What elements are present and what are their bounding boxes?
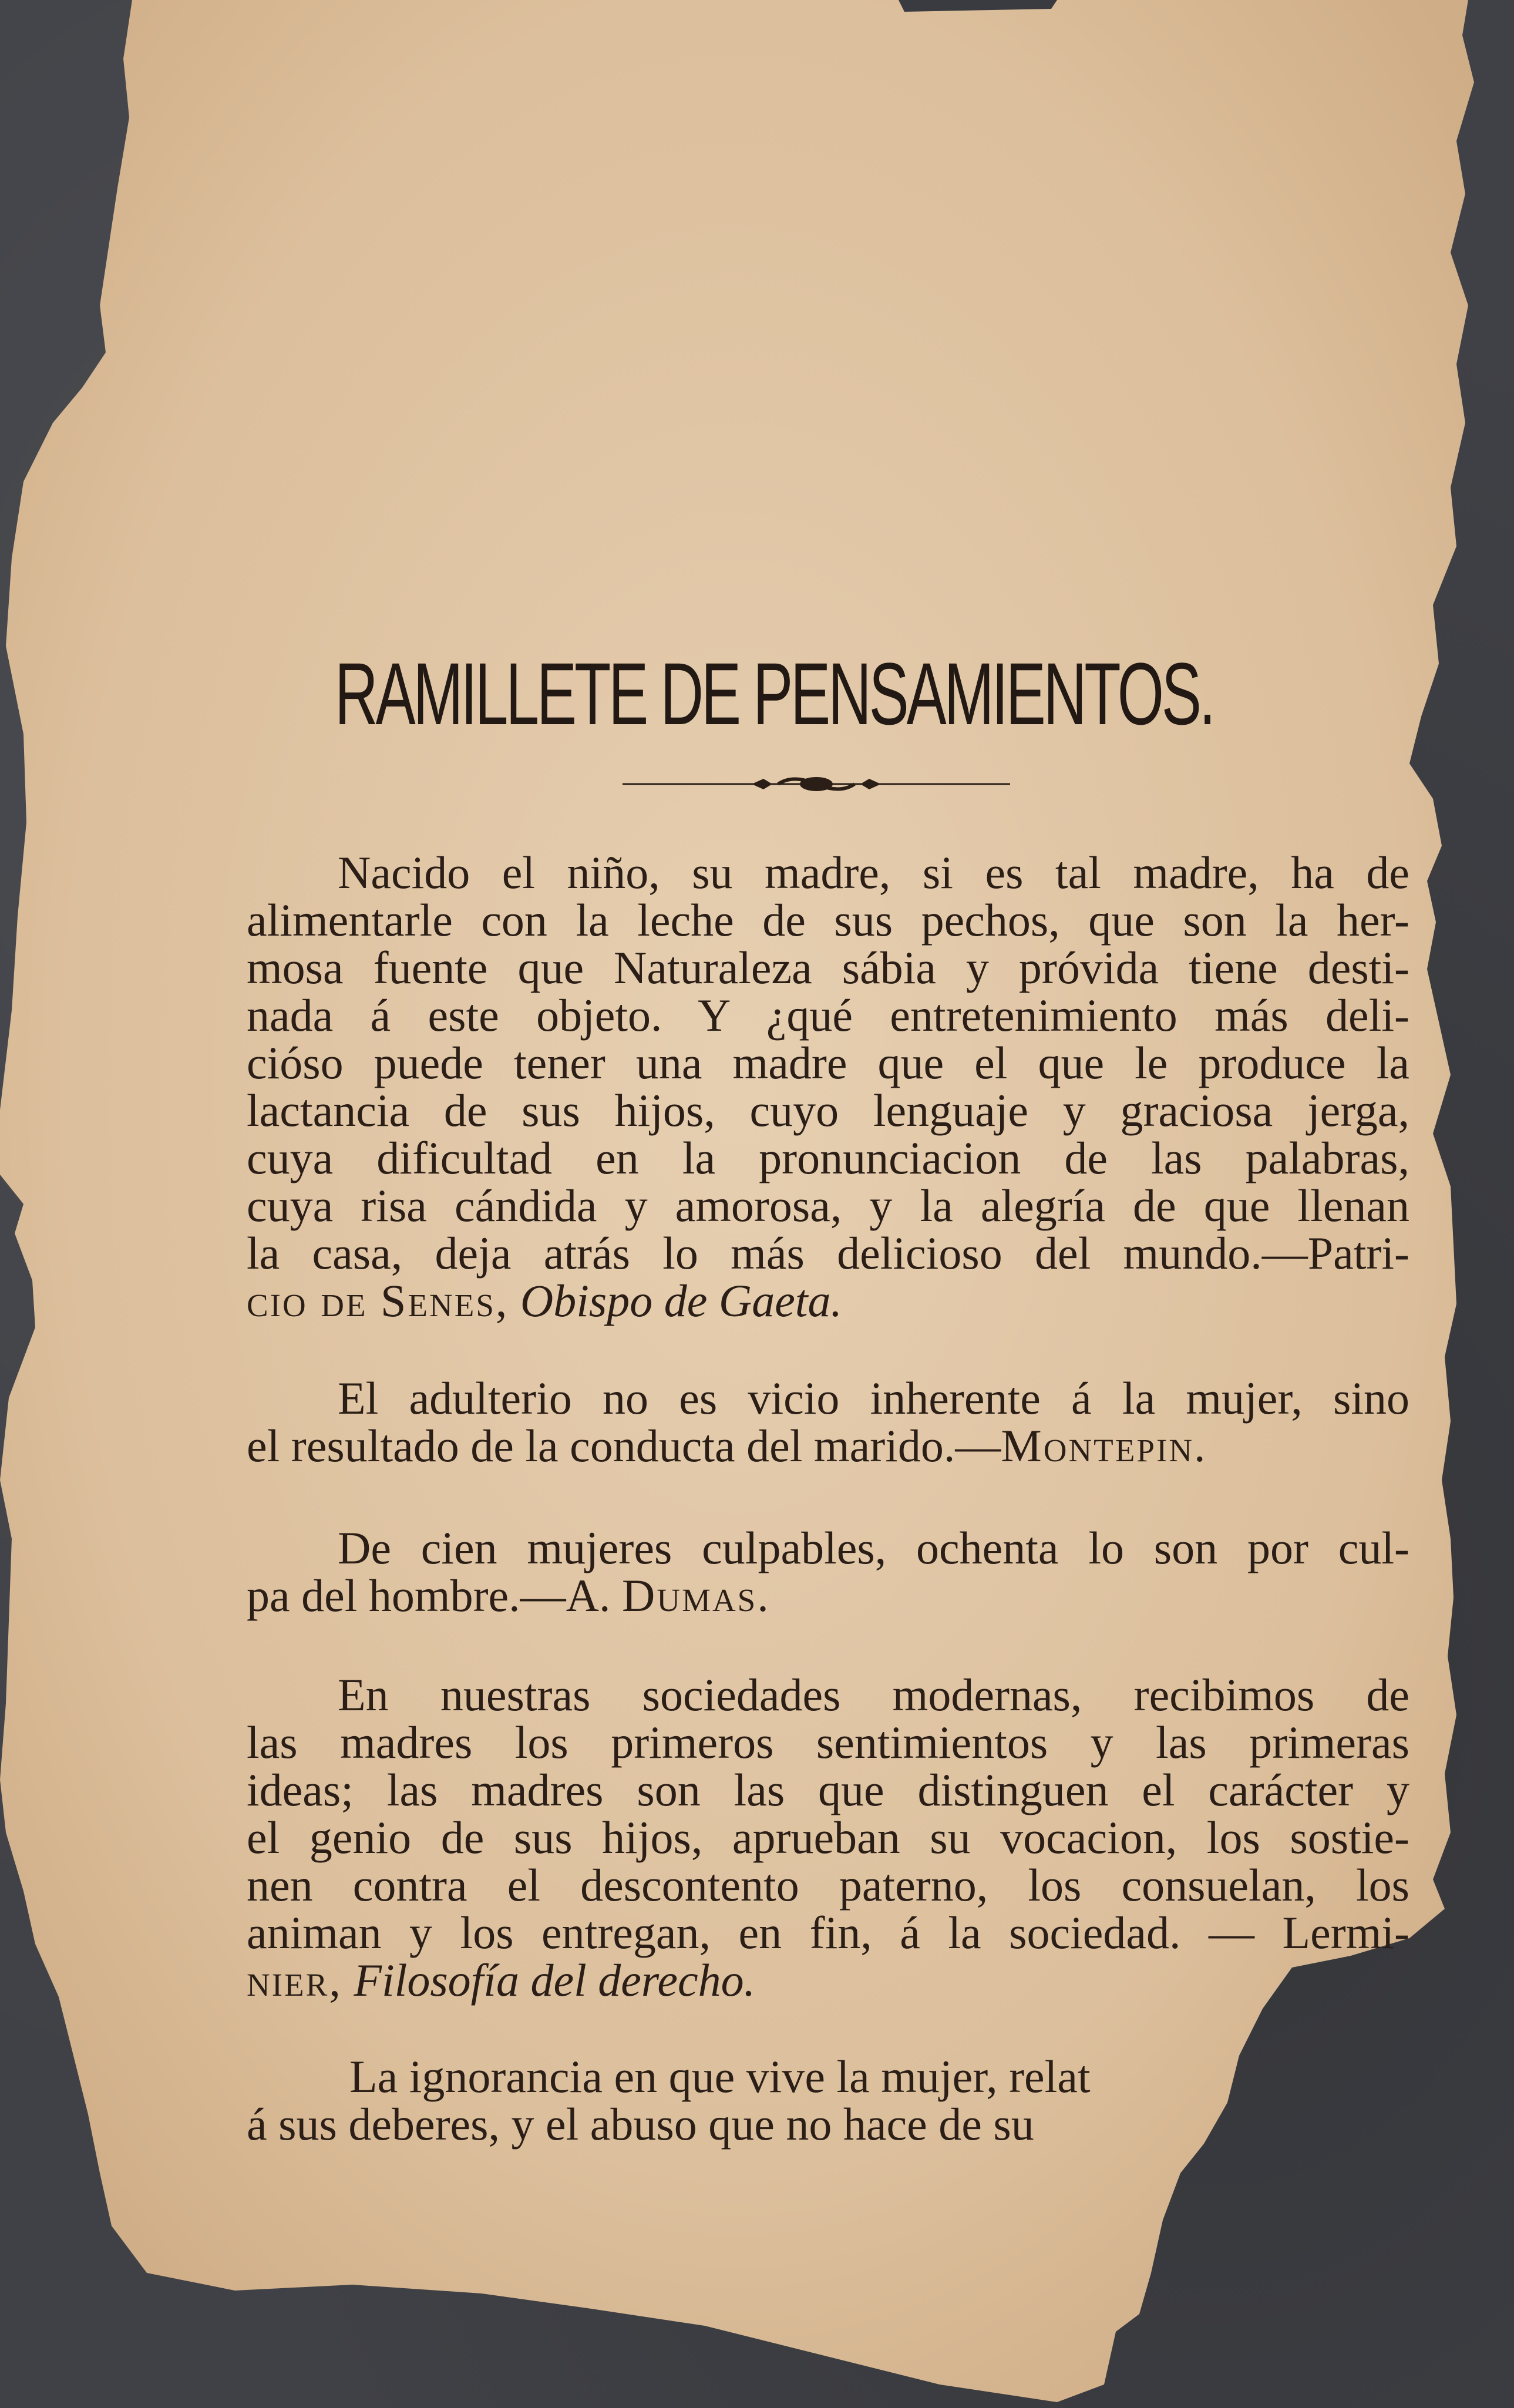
text-line: El adulterio no es vicio inherente á la mujer, sino: [338, 1373, 1409, 1424]
text-line: alimentarle con la leche de sus pechos, que son la her-: [247, 894, 1409, 946]
page-title: RAMILLETE DE PENSAMIENTOS.: [335, 644, 1214, 743]
text-line: ideas; las madres son las que distinguen el carácter y: [247, 1764, 1409, 1815]
attribution-line: [247, 1422, 1409, 1469]
text-line: lactancia de sus hijos, cuyo lenguaje y graciosa jerga,: [247, 1085, 1409, 1136]
text-line: á sus deberes, y el abuso que no hace de su: [247, 2098, 1034, 2150]
text-line: cuya dificultad en la pronunciacion de las palabras,: [247, 1132, 1409, 1183]
text-line: nen contra el descontento paterno, los consuelan, los: [247, 1859, 1409, 1911]
attribution-line: [247, 1572, 1409, 1619]
text-line: De cien mujeres culpables, ochenta lo son por cul-: [338, 1522, 1409, 1573]
text-line: mosa fuente que Naturaleza sábia y próvida tiene desti-: [247, 942, 1409, 993]
work-title: Filosofía del derecho.: [354, 1955, 756, 2006]
text-line: el genio de sus hijos, aprueban su vocacion, los sostie-: [247, 1812, 1409, 1863]
text-line: las madres los primeros sentimientos y las primeras: [247, 1717, 1409, 1768]
text-line: La ignorancia en que vive la mujer, relat: [349, 2051, 1091, 2102]
text-line: En nuestras sociedades modernas, recibimos de: [338, 1669, 1409, 1720]
author-name: nier,: [247, 1955, 342, 2006]
text-fragment: el resultado de la conducta del marido.—: [247, 1420, 1001, 1471]
attribution-line: [247, 1956, 1409, 2004]
author-name: cio de Senes,: [247, 1275, 509, 1326]
text-line: la casa, deja atrás lo más delicioso del mundo.—Patri-: [247, 1227, 1409, 1279]
text-line: cuya risa cándida y amorosa, y la alegría de que llenan: [247, 1180, 1409, 1231]
work-title: Obispo de Gaeta.: [520, 1275, 843, 1326]
text-line: Nacido el niño, su madre, si es tal madre, ha de: [338, 847, 1409, 898]
paragraph-1: [247, 849, 1409, 1324]
paragraph-5: [247, 2053, 1233, 2148]
text-line: nada á este objeto. Y ¿qué entretenimiento más deli-: [247, 990, 1409, 1041]
ornament-divider: [623, 769, 1010, 799]
text-line: animan y los entregan, en fin, á la sociedad. — Lermi-: [247, 1907, 1409, 1958]
text-line: cióso puede tener una madre que el que le produce la: [247, 1037, 1409, 1088]
text-fragment: pa del hombre.—A.: [247, 1570, 623, 1621]
paragraph-3: [247, 1524, 1409, 1619]
author-name: Dumas.: [622, 1570, 771, 1621]
attribution-line: [247, 1277, 1409, 1324]
author-name: Montepin.: [1001, 1420, 1207, 1471]
paragraph-2: [247, 1374, 1409, 1469]
paragraph-4: [247, 1671, 1409, 2004]
